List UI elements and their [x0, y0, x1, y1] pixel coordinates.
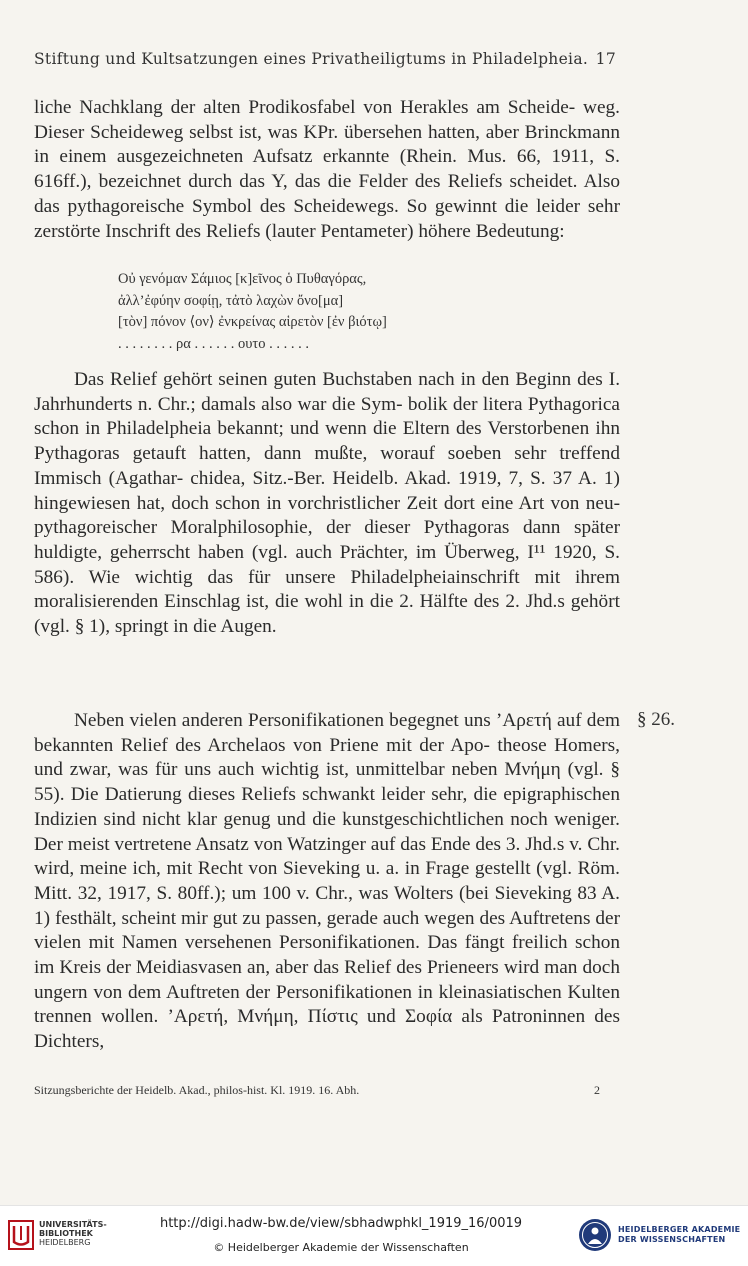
running-head [34, 50, 616, 68]
text-line: 83 A. 1) festhält, scheint mir gut zu passen, gerade auch wegen des [34, 882, 620, 929]
text-line: Scheidewegs. So gewinnt die leider sehr zerstörte Inschrift des [34, 195, 620, 242]
text-line: weg. Dieser Scheideweg selbst ist, was KPr. übersehen hatten, [34, 97, 620, 143]
page-number: 17 [595, 50, 616, 68]
viewer-footer-bar [0, 1205, 748, 1266]
paragraph-1 [34, 96, 620, 244]
ub-logo-line: BIBLIOTHEK [39, 1229, 93, 1238]
text-line: Felder des Reliefs scheidet. Also das pythagoreische Symbol des [34, 171, 620, 217]
text-line: wenn die Eltern des Verstorbenen ihn Pythagoras getauft hatten, [34, 418, 621, 465]
text-line: die kunstgeschichtlichen noch weniger. Der meist vertretene Ansatz [34, 808, 620, 855]
academy-logo-line: HEIDELBERGER AKADEMIE [618, 1225, 741, 1234]
margin-section-mark: § 26. [637, 709, 675, 730]
academy-logo[interactable] [578, 1218, 740, 1252]
greek-line: . . . . . . . . ρα . . . . . . ουτο . . . . . . [118, 335, 309, 352]
greek-line: [τὸν] πόνον ⟨ον⟩ ἐνκρείνας αἱρετὸν [ἐν βιότῳ] [118, 314, 387, 330]
text-line: die Augen. [193, 616, 277, 638]
text-line: später huldigte, geherrscht haben (vgl. auch Prächter, im [34, 517, 620, 563]
text-line: Das fängt freilich schon im Kreis der Meidiasvasen an, aber das [34, 932, 620, 979]
text-line: 32, 1917, S. 80ff.); um 100 v. Chr., was Wolters (bei Sieveking [77, 882, 572, 904]
greek-line: Οὐ γενόμαν Σάμιος [κ]εῖνος ὁ Πυθαγόρας, [118, 271, 367, 287]
copyright-notice: © Heidelberger Akademie der Wissenschaften [213, 1241, 469, 1254]
text-line: Das Relief gehört seinen guten Buchstaben nach in den [74, 369, 510, 390]
paragraph-3 [34, 709, 620, 1055]
ub-emblem-icon [8, 1220, 34, 1250]
text-line: dann mußte, worauf soeben sehr treffend Immisch (Agathar- [34, 443, 620, 489]
text-line: theose Homers, und zwar, was für uns auch wichtig ist, unmittelbar [34, 734, 620, 781]
text-line: Beginn des I. Jahrhunderts n. Chr.; damals also war die Sym- [34, 369, 621, 415]
text-line: mit Recht von Sieveking u. a. in Frage gestellt (vgl. Röm. Mitt. [34, 858, 620, 904]
text-line: auf dem bekannten Relief des Archelaos von Priene mit der Apo- [34, 710, 620, 756]
text-line: Reliefs (lauter Pentameter) höhere Bedeutung: [205, 220, 565, 242]
text-line: Relief des Prieneers wird man doch ungern von dem Auftreten [34, 957, 620, 1003]
text-line: Philadelpheiainschrift mit ihrem moralisierenden Einschlag ist, [34, 566, 620, 613]
paragraph-2 [34, 368, 620, 640]
signature-mark: 2 [594, 1083, 600, 1097]
text-line: Überweg, I¹¹ 1920, S. 586). Wie wichtig das für unsere [34, 541, 621, 588]
greek-line: ἀλλ’ἐφύην σοφίῃ, τἀτὸ λαχὼν ὄνο[μα] [118, 292, 344, 309]
university-library-logo[interactable] [8, 1220, 107, 1250]
text-line: Neben vielen anderen Personifikationen begegnet uns ’Αρετή [74, 710, 552, 731]
text-line: der Personifikationen in kleinasiatischen Kulten trennen wollen. [34, 981, 620, 1028]
text-line: (Rhein. Mus. 66, 1911, S. 616ff.), bezeichnet durch das Y, das die [34, 146, 621, 193]
academy-logo-line: DER WISSENSCHAFTEN [618, 1235, 726, 1244]
text-line: pythagoreischer Moralphilosophie, der dieser Pythagoras dann [34, 517, 561, 539]
academy-seal-icon [578, 1218, 612, 1252]
text-line: liche Nachklang der alten Prodikosfabel von Herakles am Scheide- [34, 97, 576, 118]
text-line: von Watzinger auf das Ende des 3. Jhd.s v. Chr. wird, meine ich, [34, 833, 620, 880]
text-line: bolik der litera Pythagorica schon in Philadelpheia bekannt; und [34, 393, 620, 440]
text-line: chidea, Sitz.-Ber. Heidelb. Akad. 1919, 7, S. 37 A. 1) hingewiesen [34, 467, 620, 514]
page-footer [34, 1083, 600, 1098]
permalink-url[interactable]: http://digi.hadw-bw.de/view/sbhadwphkl_1919_16/0019 [159, 1216, 523, 1231]
greek-inscription [118, 269, 387, 355]
text-line: die wohl in die 2. Hälfte des 2. Jhd.s gehört (vgl. § 1), springt in [34, 591, 620, 638]
ub-logo-line: HEIDELBERG [39, 1238, 91, 1247]
text-line: hat, doch schon in vorchristlicher Zeit dort eine Art von neu- [136, 492, 621, 514]
text-line: ’Αρετή, Μνήμη, Πίστις und Σοφία als Patroninnen des Dichters, [34, 1006, 620, 1053]
text-line: leider sehr, die epigraphischen Indizien sind nicht klar genug und [34, 784, 621, 830]
running-title: Stiftung und Kultsatzungen eines Privatheiligtums in Philadelpheia. [34, 50, 589, 68]
text-line: Auftretens der vielen mit Namen versehenen Personifikationen. [34, 907, 620, 954]
text-line: neben Μνήμη (vgl. § 55). Die Datierung dieses Reliefs schwankt [34, 759, 620, 806]
text-line: aber Brinckmann in einem ausgezeichneten Aufsatz erkannte [34, 121, 620, 168]
footer-citation: Sitzungsberichte der Heidelb. Akad., philos-hist. Kl. 1919. 16. Abh. [34, 1083, 360, 1097]
ub-logo-line: UNIVERSITÄTS- [39, 1220, 107, 1229]
